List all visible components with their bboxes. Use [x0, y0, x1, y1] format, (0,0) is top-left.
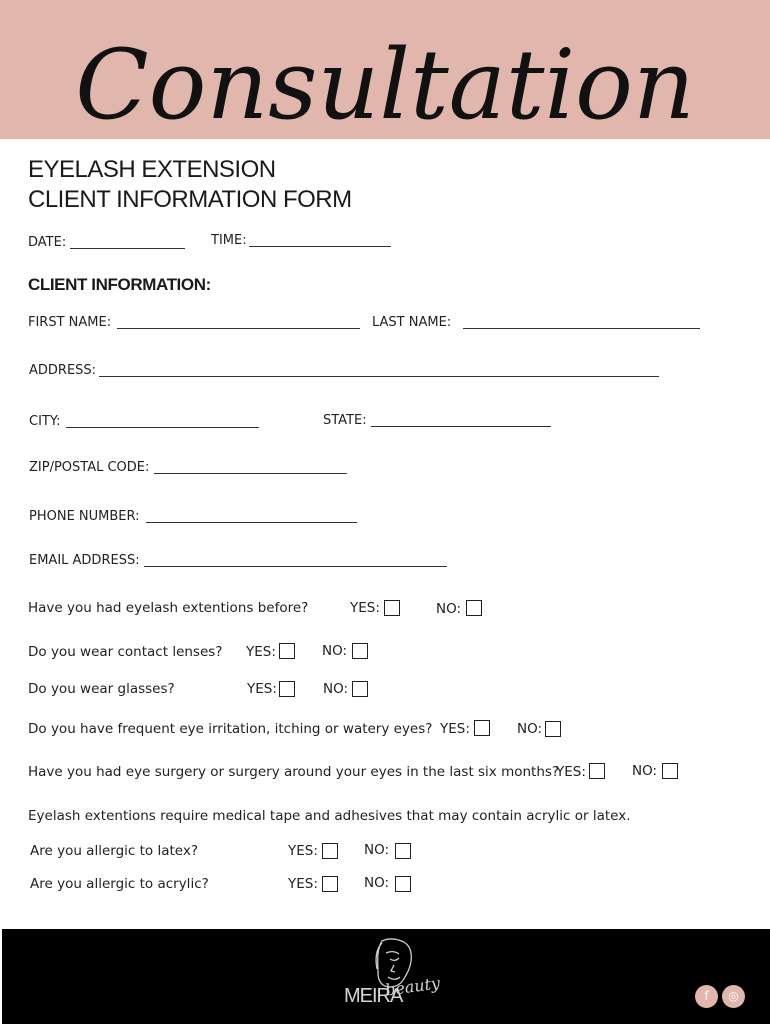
question-eye-irritation: Do you have frequent eye irritation, itching or watery eyes?: [28, 721, 433, 737]
yes-checkbox[interactable]: [279, 643, 295, 659]
no-label: NO:: [322, 643, 348, 659]
yes-label: YES:: [350, 600, 380, 616]
brand-script: beauty: [383, 973, 442, 1000]
zip-label: ZIP/POSTAL CODE:: [29, 460, 150, 475]
no-label: NO:: [364, 875, 390, 891]
state-field[interactable]: [371, 426, 551, 427]
phone-label: PHONE NUMBER:: [29, 509, 140, 524]
consultation-title-text: Consultation: [75, 29, 695, 141]
last-name-field[interactable]: [463, 328, 700, 329]
yes-label: YES:: [246, 644, 276, 660]
email-field[interactable]: [144, 566, 447, 567]
adhesive-notice: Eyelash extentions require medical tape and adhesives that may contain acrylic or latex.: [28, 808, 631, 824]
no-checkbox[interactable]: [352, 643, 368, 659]
last-name-label: LAST NAME:: [372, 315, 452, 330]
yes-label: YES:: [440, 721, 470, 737]
city-field[interactable]: [66, 427, 259, 428]
no-checkbox[interactable]: [466, 600, 482, 616]
yes-checkbox[interactable]: [589, 763, 605, 779]
no-checkbox[interactable]: [395, 876, 411, 892]
time-label: TIME:: [211, 233, 247, 248]
no-label: NO:: [364, 842, 390, 858]
email-label: EMAIL ADDRESS:: [29, 553, 140, 568]
no-checkbox[interactable]: [545, 721, 561, 737]
address-field[interactable]: [99, 376, 659, 377]
yes-checkbox[interactable]: [322, 843, 338, 859]
yes-checkbox[interactable]: [474, 720, 490, 736]
question-latex-allergy: Are you allergic to latex?: [30, 843, 198, 859]
form-title-line1: EYELASH EXTENSION: [28, 156, 276, 183]
first-name-label: FIRST NAME:: [28, 315, 112, 330]
question-eyelash-before: Have you had eyelash extentions before?: [28, 600, 309, 616]
address-label: ADDRESS:: [29, 363, 97, 378]
form-title-line2: CLIENT INFORMATION FORM: [28, 186, 352, 213]
phone-field[interactable]: [146, 522, 357, 523]
no-checkbox[interactable]: [395, 843, 411, 859]
yes-checkbox[interactable]: [279, 681, 295, 697]
state-label: STATE:: [323, 413, 367, 428]
date-field[interactable]: [70, 248, 185, 249]
zip-field[interactable]: [154, 473, 347, 474]
city-label: CITY:: [29, 414, 61, 429]
consultation-title: [0, 0, 770, 160]
yes-label: YES:: [288, 843, 318, 859]
form-title: [28, 155, 352, 215]
time-field[interactable]: [249, 246, 391, 247]
question-contact-lenses: Do you wear contact lenses?: [28, 644, 223, 660]
no-checkbox[interactable]: [662, 763, 678, 779]
first-name-field[interactable]: [117, 328, 360, 329]
yes-checkbox[interactable]: [322, 876, 338, 892]
question-acrylic-allergy: Are you allergic to acrylic?: [30, 876, 209, 892]
no-label: NO:: [632, 763, 658, 779]
yes-label: YES:: [288, 876, 318, 892]
facebook-icon[interactable]: f: [695, 985, 718, 1008]
yes-checkbox[interactable]: [384, 600, 400, 616]
no-label: NO:: [517, 721, 543, 737]
instagram-icon[interactable]: ◎: [722, 985, 745, 1008]
no-label: NO:: [436, 601, 462, 617]
question-eye-surgery: Have you had eye surgery or surgery around your eyes in the last six months?: [28, 764, 560, 780]
no-label: NO:: [323, 681, 349, 697]
date-label: DATE:: [28, 235, 67, 250]
footer: [2, 929, 770, 1024]
yes-label: YES:: [247, 681, 277, 697]
brand-name: MEIRA: [344, 985, 403, 1007]
yes-label: YES:: [556, 764, 586, 780]
client-information-heading: CLIENT INFORMATION:: [28, 275, 211, 294]
question-glasses: Do you wear glasses?: [28, 681, 175, 697]
no-checkbox[interactable]: [352, 681, 368, 697]
